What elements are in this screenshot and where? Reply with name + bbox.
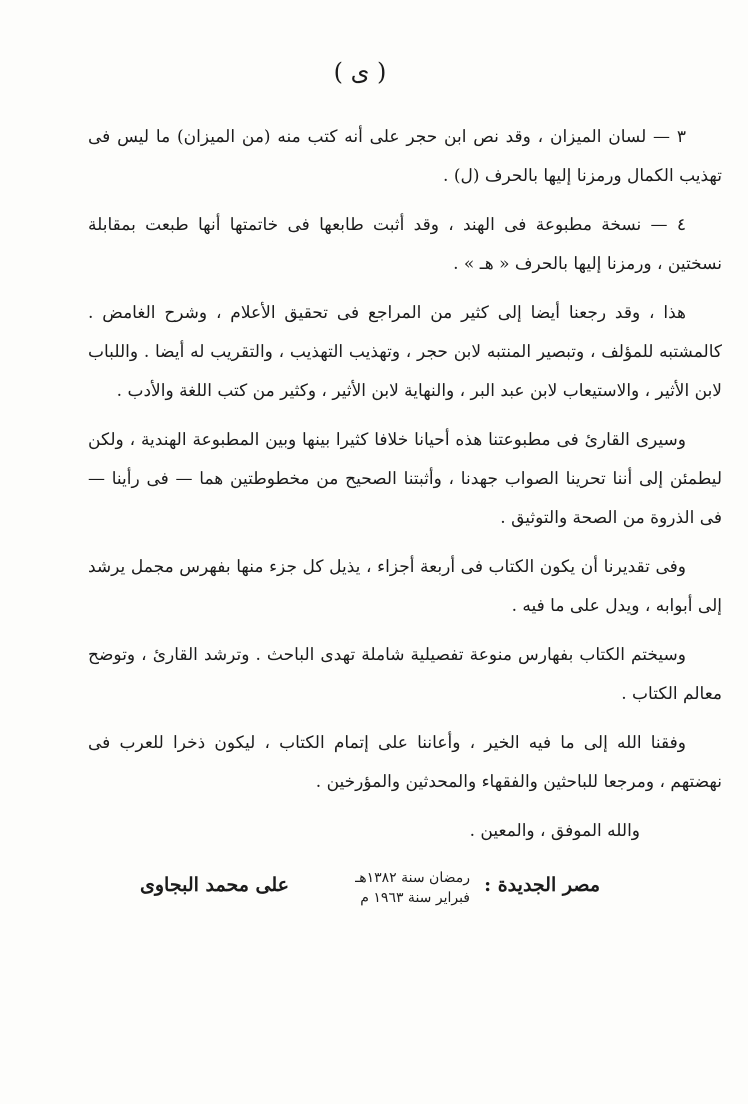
paragraph-references: هذا ، وقد رجعنا أيضا إلى كثير من المراجع فى تحقيق الأعلام ، وشرح الغامض . كالمشتبه للمؤلف ، وتبصير المنتبه لابن حجر ، وتهذيب التهذيب ، والتقريب له أيضا . واللباب لابن الأثير ، والاستيعاب لابن عبد البر ، والنهاية لابن الأثير ، وكثير من كتب اللغة والأدب .	[88, 303, 722, 401]
closing-line: والله الموفق ، والمعين .	[469, 821, 640, 841]
signature-block	[140, 868, 600, 928]
paragraph-indexes: وسيختم الكتاب بفهارس منوعة تفصيلية شاملة تهدى الباحث . وترشد القارئ ، وتوضح معالم الكتاب .	[88, 645, 722, 704]
paragraph-differences: وسيرى القارئ فى مطبوعتنا هذه أحيانا خلافا كثيرا بينها وبين المطبوعة الهندية ، ولكن ليطمئن إلى أننا تحرينا الصواب جهدنا ، وأثبتنا الصحيح من مخطوطتين هما — فى رأينا — فى الذروة من الصحة والتوثيق .	[88, 430, 722, 528]
body-text	[88, 118, 722, 851]
page-number: ( ى )	[333, 58, 387, 86]
paragraph-prayer: وفقنا الله إلى ما فيه الخير ، وأعاننا على إتمام الكتاب ، ليكون ذخرا للعرب فى نهضتهم ، ومرجعا للباحثين والفقهاء والمحدثين والمؤرخين .	[88, 733, 722, 792]
date-block	[355, 868, 470, 908]
paragraph-source-india: ٤ — نسخة مطبوعة فى الهند ، وقد أثبت طابعها فى خاتمتها أنها طبعت بمقابلة نسختين ، ورمزنا إليها بالحرف « هـ » .	[88, 215, 722, 274]
author-name: على محمد البجاوى	[140, 874, 289, 896]
paragraph-source-lisan: ٣ — لسان الميزان ، وقد نص ابن حجر على أنه كتب منه (من الميزان) ما ليس فى تهذيب الكمال ورمزنا إليها بالحرف (ل) .	[88, 127, 722, 186]
place-name: مصر الجديدة :	[484, 874, 600, 896]
paragraph-volumes: وفى تقديرنا أن يكون الكتاب فى أربعة أجزاء ، يذيل كل جزء منها بفهرس مجمل يرشد إلى أبوابه ، ويدل على ما فيه .	[88, 557, 722, 616]
date-hijri: رمضان سنة ١٣٨٢هـ	[355, 870, 470, 886]
date-gregorian: فبراير سنة ١٩٦٣ م	[360, 890, 470, 906]
